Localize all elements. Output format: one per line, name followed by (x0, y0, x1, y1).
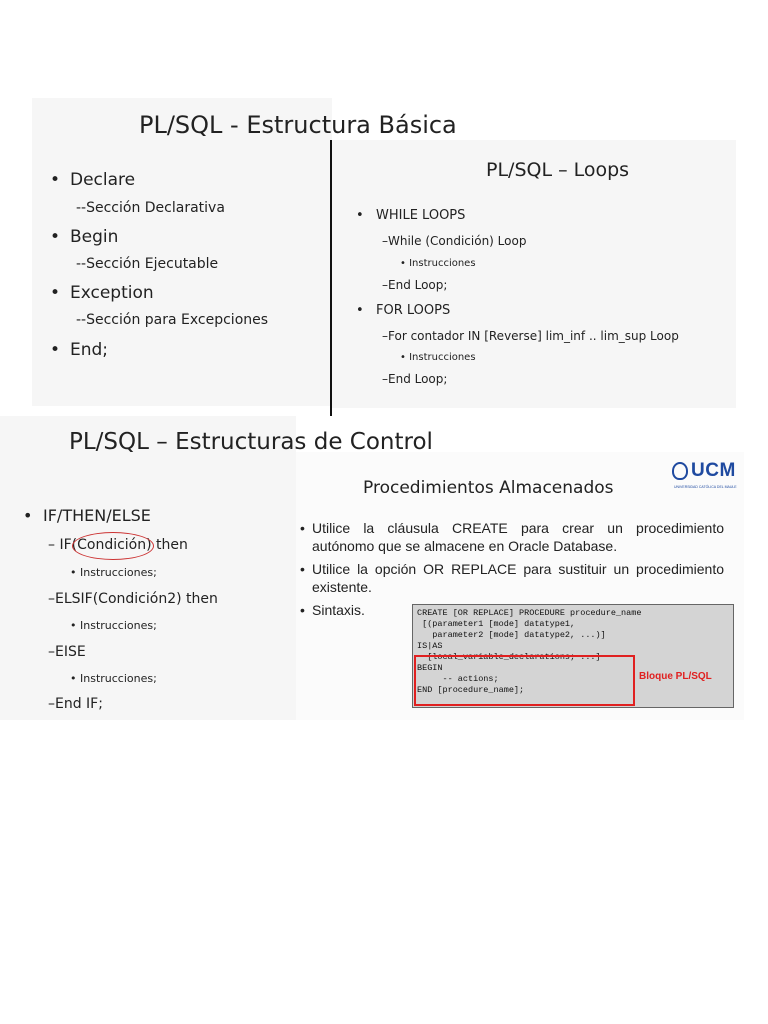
while-end-loop: – End Loop; (382, 278, 447, 292)
code-line: parameter2 [mode] datatype2, ...)] (417, 630, 606, 640)
while-loop-line: – While (Condición) Loop (382, 234, 526, 248)
code-line: BEGIN (417, 663, 443, 673)
else-line: – EISE (48, 644, 86, 660)
ucm-logo-text: UCM (691, 460, 736, 481)
if-dash: – (48, 537, 60, 553)
slide-divider (330, 140, 332, 416)
elsif-instrucciones: • Instrucciones; (70, 619, 157, 632)
for-end-loop: – End Loop; (382, 372, 447, 386)
proc-bullet-replace: • Utilice la opción OR REPLACE para sustituir un procedimiento existente. (312, 560, 724, 596)
if-instrucciones: • Instrucciones; (70, 566, 157, 579)
estructuras-control-title: PL/SQL – Estructuras de Control (69, 429, 433, 455)
code-line: IS|AS (417, 641, 443, 651)
ucm-shield-icon (672, 462, 688, 480)
code-line: [local_variable_declarations; ...] (417, 652, 601, 662)
for-loop-line: – For contador IN [Reverse] lim_inf .. lim_sup Loop (382, 329, 679, 343)
proc-bullet-create: • Utilice la cláusula CREATE para crear un procedimiento autónomo que se almacene en Oracle Database. (312, 519, 724, 555)
item-end: • End; (70, 340, 108, 360)
proc-bullet-sintaxis: • Sintaxis. (312, 602, 392, 618)
for-loops-label: • FOR LOOPS (376, 303, 450, 318)
estructura-basica-title: PL/SQL - Estructura Básica (139, 111, 457, 139)
while-loops-label: • WHILE LOOPS (376, 208, 465, 223)
if-then-word: then (156, 537, 188, 553)
code-line: CREATE [OR REPLACE] PROCEDURE procedure_name (417, 608, 642, 618)
loops-title: PL/SQL – Loops (486, 159, 630, 181)
for-instrucciones: • Instrucciones (400, 352, 476, 363)
code-line: [(parameter1 [mode] datatype1, (417, 619, 576, 629)
bloque-plsql-label: Bloque PL/SQL (639, 671, 712, 682)
while-instrucciones: • Instrucciones (400, 258, 476, 269)
if-keyword: IF (59, 537, 72, 553)
elsif-line: – ELSIF(Condición2) then (48, 591, 218, 607)
procedimientos-title: Procedimientos Almacenados (363, 478, 614, 498)
item-declare: • Declare (70, 170, 135, 190)
code-line: END [procedure_name]; (417, 685, 525, 695)
code-line: -- actions; (417, 674, 499, 684)
item-declare-desc: --Sección Declarativa (76, 200, 225, 216)
ucm-logo-tagline: UNIVERSIDAD CATÓLICA DEL MAULE (674, 485, 737, 489)
condition-highlight-circle (72, 532, 154, 560)
ucm-logo (672, 460, 738, 492)
item-exception-desc: --Sección para Excepciones (76, 312, 269, 328)
item-begin: • Begin (70, 227, 118, 247)
if-condition: (Condición) (71, 537, 152, 553)
if-then-else-label: • IF/THEN/ELSE (43, 506, 151, 525)
item-begin-desc: --Sección Ejecutable (76, 256, 219, 272)
plsql-block-highlight (414, 655, 635, 706)
item-exception: • Exception (70, 283, 154, 303)
end-if-line: – End IF; (48, 696, 103, 712)
else-instrucciones: • Instrucciones; (70, 672, 157, 685)
